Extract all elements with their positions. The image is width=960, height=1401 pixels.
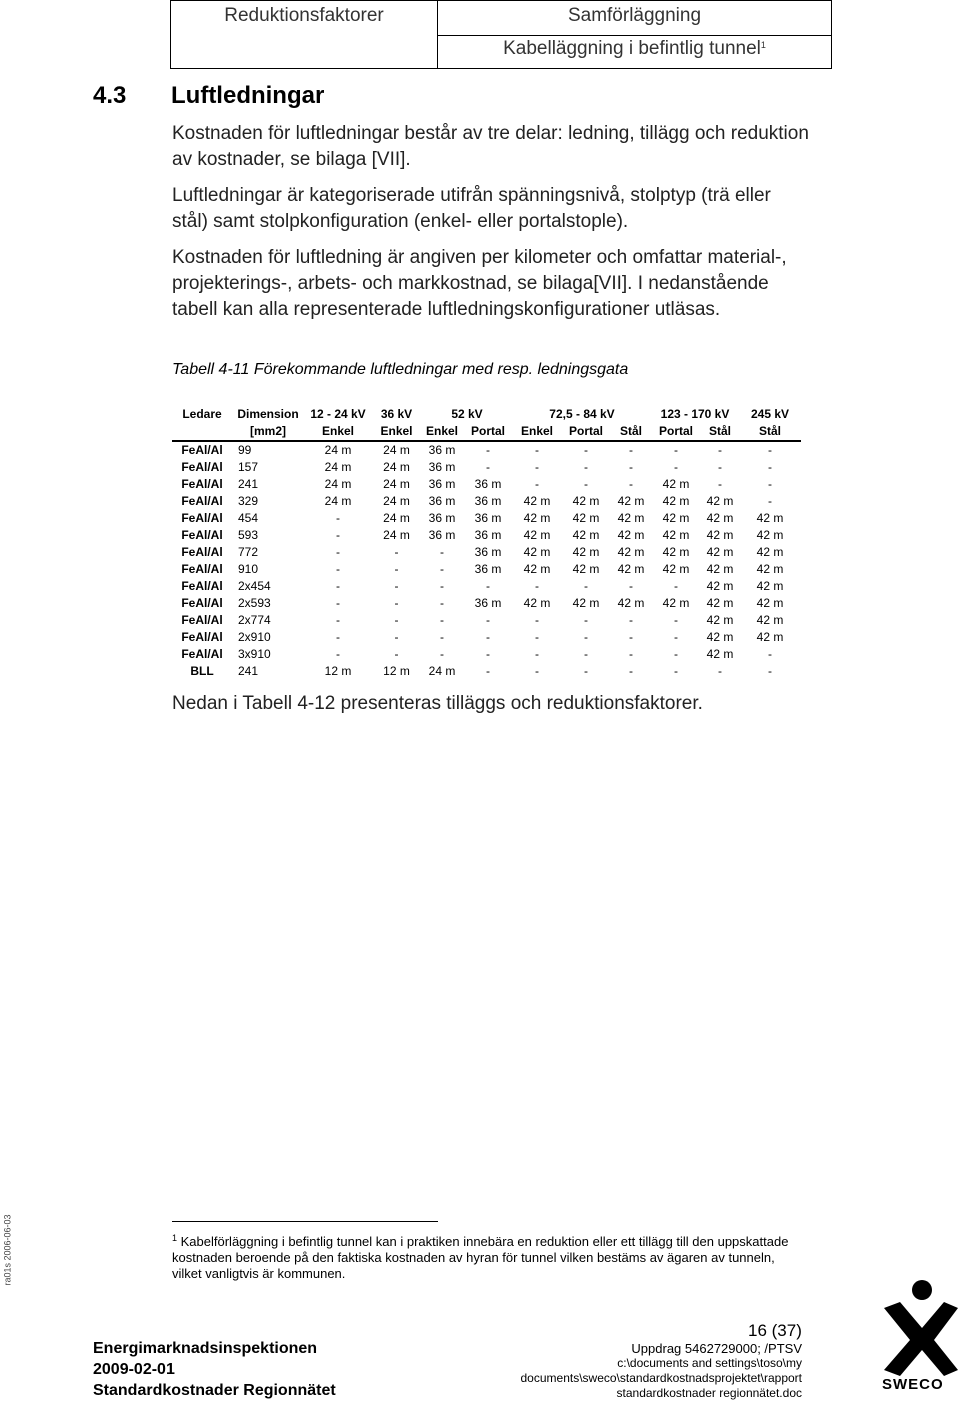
cell-value: 42 m bbox=[706, 647, 734, 661]
cell-value: 36 m bbox=[428, 494, 456, 508]
cell-value: - bbox=[718, 443, 722, 457]
cell-value: 12 m bbox=[383, 664, 410, 678]
table-row bbox=[172, 629, 801, 646]
overhead-lines-table bbox=[172, 406, 801, 680]
header-divider bbox=[437, 35, 831, 36]
footnote-mark: 1 bbox=[172, 1233, 178, 1243]
footer-meta bbox=[521, 1341, 803, 1401]
cell-value: - bbox=[768, 443, 772, 457]
cell-value: - bbox=[584, 443, 588, 457]
cell-dimension: 2x593 bbox=[238, 596, 271, 610]
header-kabellaggning-text: Kabelläggning i befintlig tunnel bbox=[503, 38, 761, 59]
cell-value: 42 m bbox=[572, 511, 600, 525]
cell-value: 42 m bbox=[572, 528, 600, 542]
footnote-ref: 1 bbox=[760, 40, 766, 50]
page-number: 16 (37) bbox=[748, 1321, 802, 1340]
cell-value: - bbox=[718, 460, 722, 474]
col-subheader bbox=[172, 423, 232, 441]
cell-value: - bbox=[336, 613, 340, 627]
cell-value: - bbox=[768, 477, 772, 491]
cell-value: - bbox=[336, 579, 340, 593]
cell-value: - bbox=[440, 545, 444, 559]
cell-value: - bbox=[629, 613, 633, 627]
cell-value: - bbox=[440, 579, 444, 593]
cell-ledare: FeAl/Al bbox=[181, 528, 223, 542]
cell-value: - bbox=[535, 579, 539, 593]
cell-value: 24 m bbox=[324, 443, 352, 457]
cell-value: 42 m bbox=[706, 613, 734, 627]
cell-value: - bbox=[674, 443, 678, 457]
cell-value: - bbox=[768, 460, 772, 474]
cell-value: 42 m bbox=[617, 562, 645, 576]
cell-value: 24 m bbox=[383, 494, 410, 508]
paragraph: Nedan i Tabell 4-12 presenteras tilläggs och reduktionsfaktorer. bbox=[172, 693, 703, 714]
col-subheader: Stål bbox=[739, 423, 801, 441]
cell-ledare: FeAl/Al bbox=[181, 511, 223, 525]
cell-value: 24 m bbox=[324, 460, 352, 474]
cell-ledare: BLL bbox=[190, 664, 214, 678]
cell-value: - bbox=[768, 494, 772, 508]
footnote-separator bbox=[172, 1221, 438, 1222]
cell-ledare: FeAl/Al bbox=[181, 647, 223, 661]
footer-meta-line: standardkostnader regionnätet.doc bbox=[616, 1386, 802, 1400]
cell-value: - bbox=[394, 613, 399, 627]
cell-value: - bbox=[674, 460, 678, 474]
col-header: Dimension bbox=[237, 407, 299, 421]
cell-value: - bbox=[535, 647, 539, 661]
cell-dimension: 329 bbox=[238, 494, 259, 508]
table-row bbox=[172, 612, 801, 629]
cell-value: 42 m bbox=[756, 596, 784, 610]
cell-value: 36 m bbox=[428, 511, 456, 525]
cell-value: 42 m bbox=[617, 545, 645, 559]
table-row bbox=[172, 544, 801, 561]
cell-value: 42 m bbox=[662, 596, 690, 610]
table-row bbox=[172, 527, 801, 544]
col-subheader: Portal bbox=[463, 423, 513, 441]
col-subheader: Portal bbox=[651, 423, 701, 441]
cell-value: - bbox=[584, 460, 588, 474]
cell-value: 42 m bbox=[706, 528, 734, 542]
cell-value: 36 m bbox=[428, 460, 456, 474]
col-header: 245 kV bbox=[750, 407, 790, 421]
footer-meta-line: documents\sweco\standardkostnadsprojektet\rapport bbox=[520, 1371, 802, 1385]
cell-value: - bbox=[584, 647, 588, 661]
cell-value: - bbox=[336, 596, 340, 610]
cell-value: 42 m bbox=[662, 545, 690, 559]
cell-value: 42 m bbox=[523, 562, 551, 576]
cell-ledare: FeAl/Al bbox=[181, 494, 223, 508]
table-row bbox=[172, 476, 801, 493]
table-row bbox=[172, 663, 801, 680]
cell-value: - bbox=[718, 664, 722, 678]
cell-value: - bbox=[674, 664, 678, 678]
footnote bbox=[172, 1230, 792, 1282]
cell-value: 42 m bbox=[617, 511, 645, 525]
col-header: Ledare bbox=[182, 407, 222, 421]
cell-value: - bbox=[486, 647, 490, 661]
table-row bbox=[172, 578, 801, 595]
cell-value: - bbox=[336, 511, 340, 525]
footnote-text: Kabelförläggning i befintlig tunnel kan i praktiken innebära en reduktion eller ett tillägg till den uppskattade kostnaden beroende på den faktiska kostnaden av hyran för tunnel vilken bestäms av ägaren av tunneln, vilket vanligtvis är kommunen. bbox=[172, 1234, 789, 1281]
cell-dimension: 99 bbox=[238, 443, 252, 457]
cell-value: - bbox=[336, 545, 340, 559]
cell-value: 42 m bbox=[756, 511, 784, 525]
cell-dimension: 2x774 bbox=[238, 613, 271, 627]
col-header: 72,5 - 84 kV bbox=[549, 407, 615, 421]
footer-org-line: Standardkostnader Regionnätet bbox=[93, 1382, 336, 1399]
table-row bbox=[172, 510, 801, 527]
footer-org bbox=[93, 1338, 336, 1401]
cell-value: - bbox=[629, 460, 633, 474]
cell-value: 42 m bbox=[706, 511, 734, 525]
table-row bbox=[172, 561, 801, 578]
cell-value: 36 m bbox=[474, 596, 502, 610]
col-header: 52 kV bbox=[451, 407, 483, 421]
cell-value: - bbox=[629, 630, 633, 644]
cell-value: 24 m bbox=[383, 443, 410, 457]
cell-value: 42 m bbox=[706, 545, 734, 559]
col-subheader: Stål bbox=[701, 423, 739, 441]
cell-value: - bbox=[394, 596, 399, 610]
cell-value: - bbox=[535, 477, 539, 491]
cell-value: 42 m bbox=[572, 596, 600, 610]
cell-value: 42 m bbox=[617, 494, 645, 508]
cell-value: 42 m bbox=[662, 494, 690, 508]
cell-value: - bbox=[336, 562, 340, 576]
col-subheader: Enkel bbox=[513, 423, 561, 441]
cell-value: - bbox=[535, 664, 539, 678]
cell-ledare: FeAl/Al bbox=[181, 477, 223, 491]
cell-value: - bbox=[394, 545, 399, 559]
col-subheader: Enkel bbox=[304, 423, 372, 441]
cell-value: - bbox=[440, 647, 444, 661]
cell-value: 42 m bbox=[756, 613, 784, 627]
header-reduktionsfaktorer: Reduktionsfaktorer bbox=[224, 5, 384, 26]
footer-org-line: Energimarknadsinspektionen bbox=[93, 1340, 318, 1357]
cell-dimension: 454 bbox=[238, 511, 259, 525]
cell-value: 24 m bbox=[383, 528, 410, 542]
cell-value: 42 m bbox=[756, 579, 784, 593]
cell-value: - bbox=[336, 647, 340, 661]
cell-value: 42 m bbox=[706, 562, 734, 576]
cell-value: - bbox=[768, 664, 772, 678]
cell-value: - bbox=[535, 630, 539, 644]
table-row bbox=[172, 595, 801, 612]
paragraph: Kostnaden för luftledning är angiven per kilometer och omfattar material-, projekterings-, arbets- och markkostnad, se bilaga[VII]. I nedanstående tabell kan alla representerade luftledningskonfigurationer utläsas. bbox=[172, 247, 787, 320]
cell-value: - bbox=[629, 477, 633, 491]
paragraph: Luftledningar är kategoriserade utifrån spänningsnivå, stolptyp (trä eller stål) samt stolpkonfiguration (enkel- eller portalstople). bbox=[172, 185, 771, 232]
section-title: Luftledningar bbox=[171, 82, 325, 109]
cell-value: 24 m bbox=[383, 460, 410, 474]
cell-value: - bbox=[674, 579, 678, 593]
header-samforlaggning: Samförläggning bbox=[567, 5, 702, 26]
cell-value: 36 m bbox=[474, 477, 502, 491]
cell-ledare: FeAl/Al bbox=[181, 562, 223, 576]
cell-value: - bbox=[394, 579, 399, 593]
cell-value: 24 m bbox=[383, 477, 410, 491]
col-subheader: Stål bbox=[611, 423, 651, 441]
cell-value: 12 m bbox=[324, 664, 352, 678]
cell-ledare: FeAl/Al bbox=[181, 460, 223, 474]
cell-value: - bbox=[486, 613, 490, 627]
cell-value: - bbox=[486, 579, 490, 593]
cell-value: 42 m bbox=[662, 528, 690, 542]
cell-value: 42 m bbox=[572, 494, 600, 508]
cell-value: - bbox=[336, 528, 340, 542]
cell-value: - bbox=[535, 613, 539, 627]
logo-text: SWECO bbox=[882, 1376, 944, 1393]
cell-value: 24 m bbox=[324, 477, 352, 491]
cell-value: - bbox=[486, 443, 490, 457]
cell-ledare: FeAl/Al bbox=[181, 545, 223, 559]
cell-value: - bbox=[486, 630, 490, 644]
cell-value: 24 m bbox=[324, 494, 352, 508]
cell-value: - bbox=[674, 613, 678, 627]
cell-value: - bbox=[486, 664, 490, 678]
cell-value: 24 m bbox=[428, 664, 456, 678]
cell-value: 42 m bbox=[756, 630, 784, 644]
cell-value: - bbox=[394, 562, 399, 576]
cell-value: 36 m bbox=[428, 477, 456, 491]
cell-dimension: 241 bbox=[238, 664, 259, 678]
cell-dimension: 2x454 bbox=[238, 579, 271, 593]
cell-value: - bbox=[535, 443, 539, 457]
cell-value: - bbox=[584, 477, 588, 491]
col-subheader: Enkel bbox=[372, 423, 421, 441]
cell-value: 42 m bbox=[756, 562, 784, 576]
cell-value: - bbox=[584, 630, 588, 644]
side-stamp: ra01s 2006-06-03 bbox=[2, 1214, 13, 1286]
cell-value: 42 m bbox=[617, 528, 645, 542]
cell-value: - bbox=[629, 647, 633, 661]
table-caption: Tabell 4-11 Förekommande luftledningar med resp. ledningsgata bbox=[172, 361, 629, 378]
cell-value: 42 m bbox=[662, 562, 690, 576]
header-table bbox=[170, 0, 832, 69]
cell-value: - bbox=[394, 630, 399, 644]
cell-value: - bbox=[674, 647, 678, 661]
table-body bbox=[172, 441, 801, 680]
cell-value: 42 m bbox=[523, 528, 551, 542]
cell-dimension: 593 bbox=[238, 528, 259, 542]
cell-value: - bbox=[584, 579, 588, 593]
col-header: 36 kV bbox=[380, 407, 413, 421]
cell-ledare: FeAl/Al bbox=[181, 630, 223, 644]
cell-value: 42 m bbox=[617, 596, 645, 610]
cell-ledare: FeAl/Al bbox=[181, 613, 223, 627]
table-row bbox=[172, 459, 801, 476]
cell-dimension: 3x910 bbox=[238, 647, 271, 661]
cell-value: 24 m bbox=[383, 511, 410, 525]
cell-value: 42 m bbox=[706, 596, 734, 610]
cell-value: - bbox=[629, 664, 633, 678]
cell-value: - bbox=[440, 562, 444, 576]
cell-value: 42 m bbox=[706, 494, 734, 508]
cell-value: - bbox=[718, 477, 722, 491]
footer-org-line: 2009-02-01 bbox=[93, 1361, 175, 1378]
cell-value: 42 m bbox=[523, 494, 551, 508]
cell-value: - bbox=[535, 460, 539, 474]
cell-value: - bbox=[674, 630, 678, 644]
cell-value: - bbox=[486, 460, 490, 474]
cell-value: - bbox=[440, 596, 444, 610]
footer-meta-line: Uppdrag 5462729000; /PTSV bbox=[631, 1341, 802, 1356]
cell-value: - bbox=[629, 579, 633, 593]
cell-value: 42 m bbox=[523, 596, 551, 610]
cell-value: 42 m bbox=[523, 545, 551, 559]
cell-value: 42 m bbox=[706, 579, 734, 593]
cell-ledare: FeAl/Al bbox=[181, 596, 223, 610]
cell-value: 36 m bbox=[474, 562, 502, 576]
cell-value: - bbox=[768, 647, 772, 661]
cell-value: - bbox=[584, 613, 588, 627]
cell-value: - bbox=[584, 664, 588, 678]
cell-value: 36 m bbox=[474, 494, 502, 508]
col-header: 123 - 170 kV bbox=[660, 407, 730, 421]
cell-value: 42 m bbox=[756, 545, 784, 559]
cell-value: - bbox=[440, 613, 444, 627]
cell-value: 42 m bbox=[572, 545, 600, 559]
cell-dimension: 910 bbox=[238, 562, 259, 576]
cell-ledare: FeAl/Al bbox=[181, 443, 223, 457]
table-row bbox=[172, 646, 801, 663]
section-number: 4.3 bbox=[93, 82, 127, 109]
cell-value: - bbox=[440, 630, 444, 644]
col-header: 12 - 24 kV bbox=[310, 407, 366, 421]
header-kabellaggning bbox=[438, 38, 831, 60]
cell-value: 42 m bbox=[572, 562, 600, 576]
col-subheader: Enkel bbox=[421, 423, 463, 441]
cell-value: 42 m bbox=[662, 477, 690, 491]
cell-value: 42 m bbox=[662, 511, 690, 525]
cell-value: - bbox=[629, 443, 633, 457]
col-subheader: Portal bbox=[561, 423, 611, 441]
paragraph: Kostnaden för luftledningar består av tre delar: ledning, tillägg och reduktion av kostnader, se bilaga [VII]. bbox=[172, 123, 809, 170]
cell-dimension: 772 bbox=[238, 545, 259, 559]
cell-dimension: 157 bbox=[238, 460, 259, 474]
cell-ledare: FeAl/Al bbox=[181, 579, 223, 593]
cell-value: - bbox=[336, 630, 340, 644]
cell-value: 36 m bbox=[428, 443, 456, 457]
table-row bbox=[172, 441, 801, 459]
table-row bbox=[172, 493, 801, 510]
cell-value: 42 m bbox=[523, 511, 551, 525]
cell-value: - bbox=[394, 647, 399, 661]
cell-value: 36 m bbox=[474, 528, 502, 542]
cell-value: 36 m bbox=[474, 545, 502, 559]
cell-value: 36 m bbox=[474, 511, 502, 525]
cell-dimension: 241 bbox=[238, 477, 259, 491]
cell-value: 36 m bbox=[428, 528, 456, 542]
cell-value: 42 m bbox=[706, 630, 734, 644]
cell-value: 42 m bbox=[756, 528, 784, 542]
section-heading bbox=[93, 82, 324, 110]
cell-dimension: 2x910 bbox=[238, 630, 271, 644]
col-subheader: [mm2] bbox=[232, 423, 304, 441]
footer-meta-line: c:\documents and settings\toso\my bbox=[617, 1356, 802, 1370]
